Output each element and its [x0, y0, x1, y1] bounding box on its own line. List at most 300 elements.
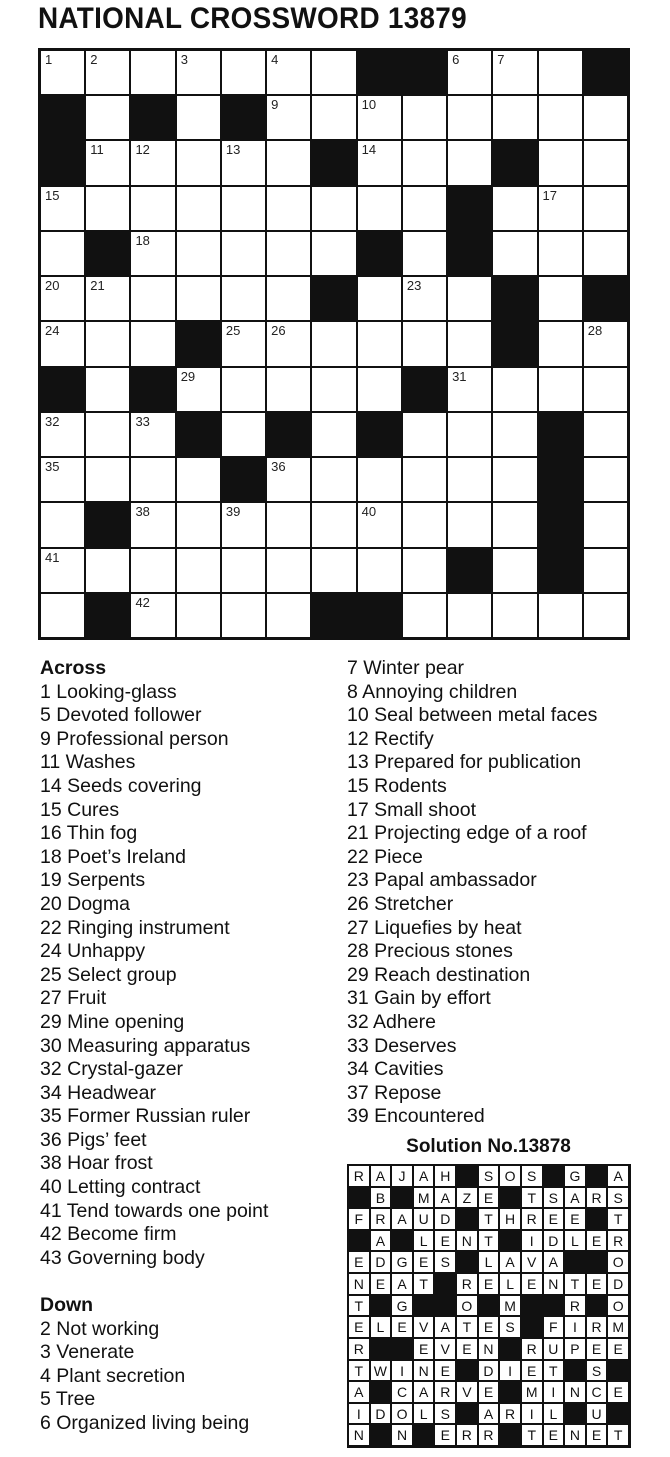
solution-letter: A: [370, 1165, 392, 1187]
solution-black-square: [456, 1208, 478, 1230]
solution-letter: T: [478, 1208, 500, 1230]
solution-letter: T: [521, 1424, 543, 1446]
clue: 37 Repose: [347, 1081, 442, 1104]
clue: 40 Letting contract: [40, 1176, 201, 1199]
grid-cell[interactable]: [492, 50, 537, 95]
clue-number: 7: [497, 52, 505, 67]
solution-black-square: [543, 1165, 565, 1187]
grid-cell[interactable]: [583, 593, 628, 638]
grid-cell[interactable]: [266, 276, 311, 321]
grid-cell[interactable]: [311, 457, 356, 502]
across-clue-list: [40, 681, 268, 1271]
clue: 31 Gain by effort: [347, 987, 491, 1010]
clue-number: 25: [225, 323, 241, 339]
grid-cell[interactable]: [40, 412, 85, 457]
clue-number: 20: [45, 278, 60, 294]
solution-letter: I: [499, 1360, 521, 1382]
grid-cell[interactable]: [40, 321, 85, 366]
down-clue-list: [40, 1318, 268, 1436]
clue: 39 Encountered: [347, 1105, 485, 1128]
grid-cell[interactable]: [357, 367, 402, 412]
grid-cell[interactable]: [85, 548, 130, 593]
solution-letter: R: [456, 1273, 478, 1295]
solution-letter: T: [607, 1424, 629, 1446]
grid-cell[interactable]: [538, 367, 583, 412]
solution-black-square: [413, 1424, 435, 1446]
black-square: [357, 50, 402, 95]
grid-cell[interactable]: [583, 186, 628, 231]
solution-letter: S: [499, 1316, 521, 1338]
grid-cell[interactable]: [357, 321, 402, 366]
grid-cell[interactable]: [538, 321, 583, 366]
grid-cell[interactable]: [176, 593, 221, 638]
solution-letter: H: [434, 1165, 456, 1187]
clue-number: 13: [225, 142, 241, 158]
grid-cell[interactable]: [176, 95, 221, 140]
clue-number: 11: [90, 142, 104, 158]
solution-letter: N: [413, 1360, 435, 1382]
solution-letter: S: [543, 1187, 565, 1209]
grid-cell[interactable]: [583, 231, 628, 276]
grid-cell[interactable]: [85, 95, 130, 140]
clue-number: 4: [271, 52, 279, 67]
grid-cell[interactable]: [583, 548, 628, 593]
grid-cell[interactable]: [538, 231, 583, 276]
solution-letter: E: [478, 1381, 500, 1403]
solution-black-square: [370, 1295, 392, 1317]
grid-cell[interactable]: [266, 95, 311, 140]
grid-cell[interactable]: [40, 50, 85, 95]
solution-letter: O: [391, 1403, 413, 1425]
solution-letter: V: [456, 1381, 478, 1403]
solution-letter: A: [413, 1165, 435, 1187]
grid-cell[interactable]: [311, 367, 356, 412]
grid-cell[interactable]: [447, 140, 492, 185]
solution-letter: I: [564, 1316, 586, 1338]
solution-letter: G: [391, 1295, 413, 1317]
crossword-grid: [38, 48, 630, 640]
grid-cell[interactable]: [130, 276, 175, 321]
clue: 22 Piece: [347, 845, 423, 868]
grid-cell[interactable]: [492, 231, 537, 276]
black-square: [311, 593, 356, 638]
grid-cell[interactable]: [492, 548, 537, 593]
solution-letter: E: [413, 1338, 435, 1360]
solution-letter: A: [434, 1187, 456, 1209]
solution-letter: T: [413, 1273, 435, 1295]
grid-cell[interactable]: [176, 502, 221, 547]
solution-letter: N: [348, 1273, 370, 1295]
grid-cell[interactable]: [583, 412, 628, 457]
grid-cell[interactable]: [492, 95, 537, 140]
grid-cell[interactable]: [130, 50, 175, 95]
clue: 10 Seal between metal faces: [347, 704, 598, 727]
solution-letter: W: [370, 1360, 392, 1382]
grid-cell[interactable]: [266, 50, 311, 95]
grid-cell[interactable]: [176, 367, 221, 412]
grid-cell[interactable]: [40, 593, 85, 638]
grid-cell[interactable]: [85, 457, 130, 502]
clue: 34 Headwear: [40, 1081, 156, 1104]
grid-cell[interactable]: [583, 140, 628, 185]
grid-cell[interactable]: [85, 367, 130, 412]
grid-cell[interactable]: [40, 276, 85, 321]
solution-letter: E: [478, 1187, 500, 1209]
solution-letter: E: [521, 1273, 543, 1295]
solution-letter: N: [564, 1381, 586, 1403]
clue-number: 33: [135, 413, 150, 429]
solution-letter: R: [348, 1338, 370, 1360]
clue: 25 Select group: [40, 963, 177, 986]
solution-letter: R: [478, 1424, 500, 1446]
solution-letter: I: [521, 1230, 543, 1252]
clue-number: 12: [135, 142, 150, 158]
solution-letter: P: [564, 1338, 586, 1360]
grid-cell[interactable]: [492, 457, 537, 502]
black-square: [40, 367, 85, 412]
clue: 16 Thin fog: [40, 822, 138, 845]
grid-cell[interactable]: [130, 231, 175, 276]
grid-cell[interactable]: [357, 502, 402, 547]
solution-letter: S: [478, 1165, 500, 1187]
grid-cell[interactable]: [311, 95, 356, 140]
solution-letter: D: [370, 1251, 392, 1273]
grid-cell[interactable]: [447, 593, 492, 638]
solution-letter: A: [607, 1165, 629, 1187]
solution-letter: T: [521, 1187, 543, 1209]
clue: 11 Washes: [40, 751, 136, 774]
grid-cell[interactable]: [583, 367, 628, 412]
grid-cell[interactable]: [583, 457, 628, 502]
solution-letter: S: [521, 1165, 543, 1187]
grid-cell[interactable]: [85, 186, 130, 231]
clue-number: 41: [45, 549, 60, 565]
solution-letter: I: [521, 1403, 543, 1425]
grid-cell[interactable]: [357, 186, 402, 231]
solution-black-square: [586, 1208, 608, 1230]
clue: 19 Serpents: [40, 869, 146, 892]
grid-cell[interactable]: [538, 140, 583, 185]
solution-black-square: [499, 1187, 521, 1209]
grid-cell[interactable]: [40, 457, 85, 502]
solution-letter: L: [413, 1403, 435, 1425]
black-square: [266, 412, 311, 457]
grid-cell[interactable]: [266, 502, 311, 547]
solution-letter: E: [586, 1230, 608, 1252]
solution-black-square: [434, 1273, 456, 1295]
clue: 21 Projecting edge of a roof: [347, 822, 587, 845]
grid-cell[interactable]: [447, 50, 492, 95]
black-square: [130, 367, 175, 412]
solution-letter: R: [521, 1208, 543, 1230]
solution-black-square: [348, 1187, 370, 1209]
grid-cell[interactable]: [85, 276, 130, 321]
solution-letter: N: [564, 1424, 586, 1446]
grid-cell[interactable]: [492, 186, 537, 231]
solution-letter: T: [456, 1316, 478, 1338]
grid-cell[interactable]: [85, 412, 130, 457]
solution-letter: E: [607, 1338, 629, 1360]
grid-cell[interactable]: [311, 50, 356, 95]
black-square: [447, 548, 492, 593]
grid-cell[interactable]: [402, 593, 447, 638]
clue: 27 Liquefies by heat: [347, 916, 522, 939]
clue: 14 Seeds covering: [40, 774, 202, 797]
solution-letter: M: [607, 1316, 629, 1338]
grid-cell[interactable]: [583, 502, 628, 547]
solution-letter: I: [543, 1381, 565, 1403]
grid-cell[interactable]: [221, 140, 266, 185]
grid-cell[interactable]: [311, 321, 356, 366]
grid-cell[interactable]: [266, 548, 311, 593]
solution-black-square: [543, 1295, 565, 1317]
grid-cell[interactable]: [538, 593, 583, 638]
grid-cell[interactable]: [130, 140, 175, 185]
solution-letter: N: [348, 1424, 370, 1446]
black-square: [357, 412, 402, 457]
grid-cell[interactable]: [311, 231, 356, 276]
solution-black-square: [370, 1338, 392, 1360]
grid-cell[interactable]: [447, 457, 492, 502]
clue: 29 Mine opening: [40, 1010, 185, 1033]
solution-letter: L: [370, 1316, 392, 1338]
grid-cell[interactable]: [357, 548, 402, 593]
grid-cell[interactable]: [402, 412, 447, 457]
grid-cell[interactable]: [447, 276, 492, 321]
grid-cell[interactable]: [311, 502, 356, 547]
grid-cell[interactable]: [357, 457, 402, 502]
solution-letter: E: [586, 1273, 608, 1295]
solution-black-square: [434, 1295, 456, 1317]
grid-cell[interactable]: [492, 502, 537, 547]
solution-black-square: [499, 1381, 521, 1403]
solution-letter: E: [413, 1251, 435, 1273]
grid-cell[interactable]: [492, 412, 537, 457]
grid-cell[interactable]: [266, 231, 311, 276]
grid-cell[interactable]: [402, 231, 447, 276]
black-square: [40, 140, 85, 185]
black-square: [538, 412, 583, 457]
grid-cell[interactable]: [583, 321, 628, 366]
grid-cell[interactable]: [266, 321, 311, 366]
solution-letter: I: [348, 1403, 370, 1425]
grid-cell[interactable]: [447, 367, 492, 412]
clue-column-right: [347, 657, 597, 1129]
black-square: [221, 95, 266, 140]
grid-cell[interactable]: [176, 457, 221, 502]
grid-cell[interactable]: [266, 186, 311, 231]
grid-cell[interactable]: [311, 548, 356, 593]
clue: 7 Winter pear: [347, 657, 465, 679]
grid-cell[interactable]: [357, 140, 402, 185]
solution-letter: R: [370, 1208, 392, 1230]
grid-cell[interactable]: [402, 321, 447, 366]
solution-letter: T: [478, 1230, 500, 1252]
grid-cell[interactable]: [357, 95, 402, 140]
grid-cell[interactable]: [40, 231, 85, 276]
solution-letter: E: [478, 1273, 500, 1295]
solution-letter: G: [564, 1165, 586, 1187]
grid-cell[interactable]: [266, 140, 311, 185]
grid-cell[interactable]: [221, 276, 266, 321]
down-heading: Down: [40, 1294, 94, 1317]
black-square: [447, 186, 492, 231]
grid-cell[interactable]: [130, 457, 175, 502]
clue-number: 24: [45, 323, 60, 339]
solution-letter: R: [348, 1165, 370, 1187]
solution-letter: A: [499, 1251, 521, 1273]
clue-number: 35: [45, 459, 60, 475]
solution-letter: A: [434, 1316, 456, 1338]
solution-letter: N: [543, 1273, 565, 1295]
clue: 20 Dogma: [40, 892, 130, 915]
grid-cell[interactable]: [402, 186, 447, 231]
grid-cell[interactable]: [130, 321, 175, 366]
grid-cell[interactable]: [447, 95, 492, 140]
grid-cell[interactable]: [176, 548, 221, 593]
grid-cell[interactable]: [266, 593, 311, 638]
grid-cell[interactable]: [176, 50, 221, 95]
black-square: [40, 95, 85, 140]
grid-cell[interactable]: [176, 186, 221, 231]
solution-black-square: [499, 1230, 521, 1252]
black-square: [357, 231, 402, 276]
clue: 22 Ringing instrument: [40, 916, 230, 939]
grid-cell[interactable]: [447, 412, 492, 457]
solution-letter: V: [434, 1338, 456, 1360]
grid-cell[interactable]: [221, 321, 266, 366]
grid-cell[interactable]: [266, 457, 311, 502]
clue-number: 32: [45, 413, 60, 429]
solution-letter: S: [607, 1187, 629, 1209]
clue: 27 Fruit: [40, 987, 107, 1010]
grid-cell[interactable]: [538, 95, 583, 140]
clue: 24 Unhappy: [40, 940, 146, 963]
solution-letter: G: [391, 1251, 413, 1273]
grid-cell[interactable]: [221, 593, 266, 638]
clue: 32 Adhere: [347, 1010, 436, 1033]
solution-letter: E: [586, 1338, 608, 1360]
grid-cell[interactable]: [130, 593, 175, 638]
solution-black-square: [391, 1338, 413, 1360]
solution-letter: H: [499, 1208, 521, 1230]
grid-cell[interactable]: [492, 367, 537, 412]
grid-cell[interactable]: [40, 548, 85, 593]
grid-cell[interactable]: [402, 457, 447, 502]
grid-cell[interactable]: [402, 502, 447, 547]
grid-cell[interactable]: [130, 412, 175, 457]
black-square: [538, 548, 583, 593]
solution-letter: E: [586, 1424, 608, 1446]
clue: 12 Rectify: [347, 727, 434, 750]
grid-cell[interactable]: [221, 548, 266, 593]
grid-cell[interactable]: [311, 186, 356, 231]
solution-black-square: [521, 1316, 543, 1338]
solution-letter: R: [434, 1381, 456, 1403]
clue-number: 31: [452, 368, 467, 384]
solution-letter: E: [607, 1381, 629, 1403]
solution-letter: L: [564, 1230, 586, 1252]
solution-black-square: [607, 1403, 629, 1425]
solution-letter: M: [499, 1295, 521, 1317]
grid-cell[interactable]: [447, 321, 492, 366]
grid-cell[interactable]: [583, 95, 628, 140]
clue-number: 40: [361, 504, 377, 520]
grid-cell[interactable]: [176, 231, 221, 276]
grid-cell[interactable]: [402, 95, 447, 140]
grid-cell[interactable]: [447, 502, 492, 547]
solution-black-square: [564, 1403, 586, 1425]
solution-letter: N: [478, 1338, 500, 1360]
solution-letter: L: [543, 1403, 565, 1425]
grid-cell[interactable]: [40, 502, 85, 547]
grid-cell[interactable]: [538, 186, 583, 231]
solution-black-square: [370, 1424, 392, 1446]
clue-number: 6: [452, 52, 460, 67]
solution-black-square: [391, 1187, 413, 1209]
clue: 5 Devoted follower: [40, 704, 202, 727]
grid-cell[interactable]: [85, 140, 130, 185]
grid-cell[interactable]: [221, 231, 266, 276]
grid-cell[interactable]: [130, 548, 175, 593]
puzzle-title: NATIONAL CROSSWORD 13879: [38, 2, 467, 35]
grid-cell[interactable]: [221, 50, 266, 95]
grid-cell[interactable]: [266, 367, 311, 412]
grid-cell[interactable]: [311, 412, 356, 457]
clue: 23 Papal ambassador: [347, 869, 537, 892]
grid-cell[interactable]: [357, 276, 402, 321]
solution-letter: L: [478, 1251, 500, 1273]
grid-cell[interactable]: [221, 502, 266, 547]
grid-cell[interactable]: [538, 276, 583, 321]
solution-letter: E: [434, 1424, 456, 1446]
black-square: [221, 457, 266, 502]
solution-black-square: [456, 1251, 478, 1273]
solution-letter: E: [370, 1273, 392, 1295]
grid-cell[interactable]: [85, 321, 130, 366]
solution-letter: I: [391, 1360, 413, 1382]
across-heading: Across: [40, 657, 107, 679]
clue: 32 Crystal-gazer: [40, 1058, 184, 1081]
grid-cell[interactable]: [130, 186, 175, 231]
solution-black-square: [478, 1295, 500, 1317]
grid-cell[interactable]: [402, 548, 447, 593]
grid-cell[interactable]: [402, 276, 447, 321]
grid-cell[interactable]: [85, 50, 130, 95]
grid-cell[interactable]: [130, 502, 175, 547]
solution-letter: D: [370, 1403, 392, 1425]
clue: 8 Annoying children: [347, 680, 518, 703]
grid-cell[interactable]: [221, 367, 266, 412]
solution-letter: D: [478, 1360, 500, 1382]
grid-cell[interactable]: [40, 186, 85, 231]
solution-black-square: [456, 1360, 478, 1382]
grid-cell[interactable]: [402, 140, 447, 185]
black-square: [538, 457, 583, 502]
grid-cell[interactable]: [492, 593, 537, 638]
black-square: [538, 502, 583, 547]
grid-cell[interactable]: [176, 140, 221, 185]
grid-cell[interactable]: [538, 50, 583, 95]
grid-cell[interactable]: [176, 276, 221, 321]
solution-letter: R: [586, 1316, 608, 1338]
grid-cell[interactable]: [221, 412, 266, 457]
solution-letter: R: [586, 1187, 608, 1209]
grid-cell[interactable]: [221, 186, 266, 231]
solution-black-square: [586, 1165, 608, 1187]
black-square: [311, 140, 356, 185]
black-square: [176, 321, 221, 366]
